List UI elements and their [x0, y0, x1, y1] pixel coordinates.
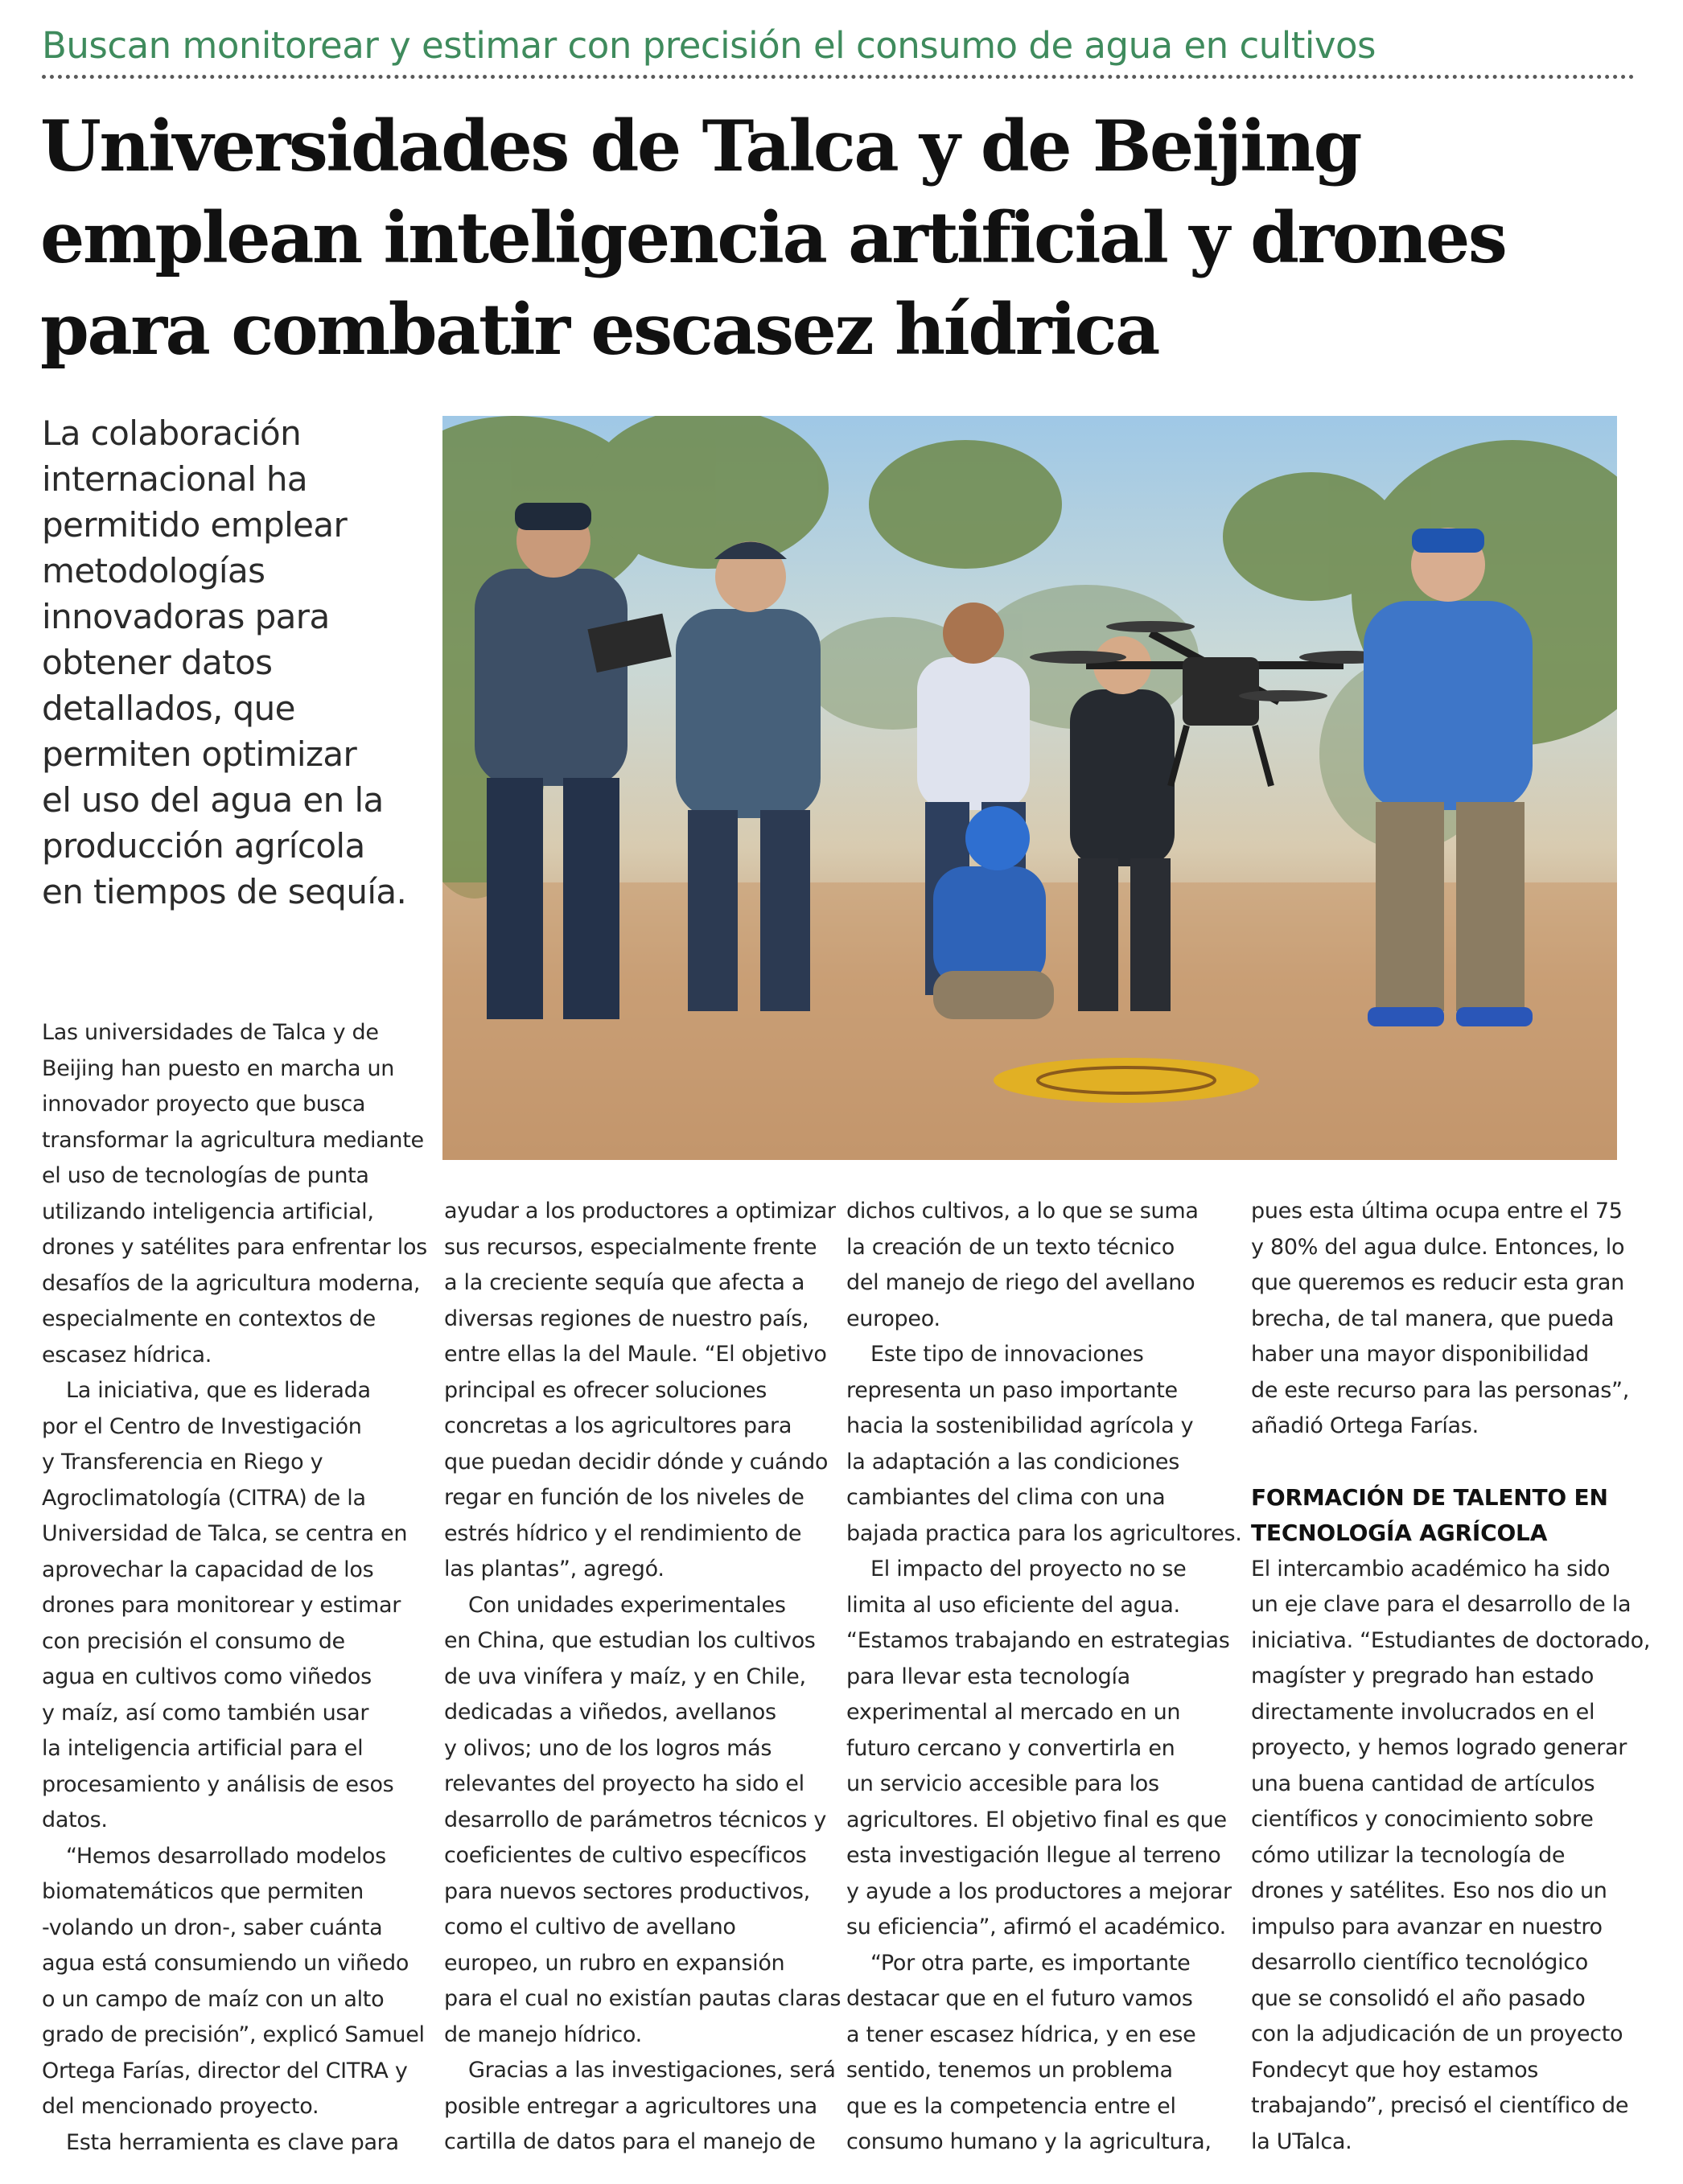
- text-line: entre ellas la del Maule. “El objetivo: [444, 1342, 827, 1367]
- text-line: procesamiento y análisis de esos: [42, 1771, 394, 1797]
- text-line: especialmente en contextos de: [42, 1306, 376, 1331]
- text-line: la inteligencia artificial para el: [42, 1736, 364, 1761]
- lead-summary: [42, 410, 420, 915]
- text-line: y 80% del agua dulce. Entonces, lo: [1251, 1234, 1625, 1260]
- text-line: Con unidades experimentales: [468, 1592, 786, 1618]
- lead-line: permitido emplear: [42, 505, 348, 545]
- headline-line: para combatir escasez hídrica: [40, 288, 1158, 371]
- text-line: la UTalca.: [1251, 2128, 1352, 2154]
- text-line: Universidad de Talca, se centra en: [42, 1521, 408, 1546]
- text-line: el uso de tecnologías de punta: [42, 1163, 369, 1188]
- text-line: escasez hídrica.: [42, 1342, 212, 1368]
- text-line: que puedan decidir dónde y cuándo: [444, 1449, 829, 1475]
- text-line: desafíos de la agricultura moderna,: [42, 1270, 421, 1296]
- text-line: esta investigación llegue al terreno: [846, 1843, 1221, 1868]
- lead-line: el uso del agua en la: [42, 780, 384, 820]
- text-line: magíster y pregrado han estado: [1251, 1664, 1595, 1688]
- headline: [40, 101, 1641, 376]
- text-line: agua está consumiendo un viñedo: [42, 1951, 409, 1976]
- lead-line: La colaboración: [42, 413, 302, 453]
- text-line: biomatemáticos que permiten: [42, 1879, 364, 1904]
- text-line: Ortega Farías, director del CITRA y: [42, 2058, 408, 2083]
- text-line: para nuevos sectores productivos,: [444, 1878, 810, 1904]
- lead-line: obtener datos: [42, 643, 273, 682]
- text-line: concretas a los agricultores para: [444, 1413, 792, 1438]
- text-line: con la adjudicación de un proyecto: [1251, 2022, 1623, 2046]
- text-line: futuro cercano y convertirla en: [846, 1735, 1175, 1761]
- text-line: la creación de un texto técnico: [846, 1234, 1175, 1260]
- text-line: hacia la sostenibilidad agrícola y: [846, 1413, 1194, 1438]
- text-line: experimental al mercado en un: [846, 1700, 1181, 1725]
- text-line: drones para monitorear y estimar: [42, 1593, 401, 1618]
- text-line: del mencionado proyecto.: [42, 2094, 319, 2119]
- text-line: con precisión el consumo de: [42, 1628, 345, 1654]
- text-line: de este recurso para las personas”,: [1251, 1377, 1629, 1403]
- text-line: Gracias a las investigaciones, será: [468, 2058, 836, 2083]
- text-line: para el cual no existían pautas claras: [444, 1986, 842, 2011]
- text-line: innovador proyecto que busca: [42, 1092, 366, 1117]
- text-line: Fondecyt que hoy estamos: [1251, 2057, 1539, 2083]
- text-line: una buena cantidad de artículos: [1251, 1771, 1595, 1796]
- body-column-4: [1251, 1194, 1651, 2160]
- text-line: “Hemos desarrollado modelos: [66, 1843, 386, 1869]
- text-line: dichos cultivos, a lo que se suma: [846, 1199, 1199, 1224]
- text-line: cambiantes del clima con una: [846, 1485, 1166, 1510]
- text-line: principal es ofrecer soluciones: [444, 1377, 767, 1403]
- text-line: científicos y conocimiento sobre: [1251, 1807, 1594, 1832]
- text-line: datos.: [42, 1808, 108, 1832]
- text-line: desarrollo científico tecnológico: [1251, 1950, 1589, 1975]
- text-line: que queremos es reducir esta gran: [1251, 1270, 1624, 1295]
- text-line: “Estamos trabajando en estrategias: [846, 1628, 1230, 1653]
- text-line: agua en cultivos como viñedos: [42, 1664, 372, 1689]
- headline-line: Universidades de Talca y de Beijing: [40, 105, 1360, 187]
- text-line: de manejo hídrico.: [444, 2022, 642, 2047]
- dotted-divider: [42, 75, 1635, 79]
- text-line: trabajando”, precisó el científico de: [1251, 2093, 1629, 2118]
- text-line: estrés hídrico y el rendimiento de: [444, 1520, 802, 1546]
- text-line: las plantas”, agregó.: [444, 1557, 665, 1581]
- text-line: relevantes del proyecto ha sido el: [444, 1771, 804, 1796]
- text-line: drones y satélites. Eso nos dio un: [1251, 1878, 1607, 1903]
- text-line: que se consolidó el año pasado: [1251, 1985, 1586, 2011]
- text-line: pues esta última ocupa entre el 75: [1251, 1199, 1623, 1224]
- text-line: la adaptación a las condiciones: [846, 1449, 1179, 1475]
- text-line: ayudar a los productores a optimizar: [444, 1199, 836, 1224]
- text-line: Las universidades de Talca y de: [42, 1020, 379, 1045]
- text-line: brecha, de tal manera, que pueda: [1251, 1306, 1615, 1331]
- text-line: y maíz, así como también usar: [42, 1700, 369, 1725]
- text-line: diversas regiones de nuestro país,: [444, 1306, 809, 1331]
- text-line: y olivos; uno de los logros más: [444, 1735, 772, 1761]
- text-line: haber una mayor disponibilidad: [1251, 1342, 1589, 1367]
- text-line: sentido, tenemos un problema: [846, 2058, 1173, 2083]
- text-line: coeficientes de cultivo específicos: [444, 1843, 807, 1868]
- text-line: europeo, un rubro en expansión: [444, 1950, 785, 1976]
- text-line: para llevar esta tecnología: [846, 1664, 1130, 1689]
- section-subhead: TECNOLOGÍA AGRÍCOLA: [1251, 1520, 1548, 1546]
- text-line: añadió Ortega Farías.: [1251, 1413, 1479, 1438]
- kicker: Buscan monitorear y estimar con precisión el consumo de agua en cultivos: [42, 24, 1376, 67]
- text-line: proyecto, y hemos logrado generar: [1251, 1735, 1627, 1760]
- text-line: que es la competencia entre el: [846, 2093, 1176, 2119]
- text-line: representa un paso importante: [846, 1377, 1178, 1403]
- text-line: de uva vinífera y maíz, y en Chile,: [444, 1664, 806, 1689]
- lead-line: metodologías: [42, 551, 265, 590]
- lead-line: permiten optimizar: [42, 734, 357, 774]
- body-column-3: [846, 1194, 1242, 2161]
- text-line: agricultores. El objetivo final es que: [846, 1807, 1227, 1832]
- text-line: su eficiencia”, afirmó el académico.: [846, 1915, 1226, 1939]
- text-line: regar en función de los niveles de: [444, 1485, 804, 1510]
- text-line: El intercambio académico ha sido: [1251, 1556, 1611, 1581]
- text-line: un servicio accesible para los: [846, 1771, 1159, 1796]
- text-line: destacar que en el futuro vamos: [846, 1986, 1193, 2011]
- text-line: Agroclimatología (CITRA) de la: [42, 1485, 366, 1511]
- lead-line: en tiempos de sequía.: [42, 872, 407, 911]
- text-line: en China, que estudian los cultivos: [444, 1628, 816, 1653]
- text-line: La iniciativa, que es liderada: [66, 1378, 371, 1403]
- body-column-2: [444, 1194, 842, 2161]
- text-line: desarrollo de parámetros técnicos y: [444, 1807, 827, 1832]
- text-line: un eje clave para el desarrollo de la: [1251, 1592, 1632, 1617]
- text-line: sus recursos, especialmente frente: [444, 1234, 817, 1260]
- text-line: iniciativa. “Estudiantes de doctorado,: [1251, 1627, 1651, 1653]
- text-line: impulso para avanzar en nuestro: [1251, 1914, 1603, 1939]
- text-line: cartilla de datos para el manejo de: [444, 2129, 816, 2154]
- text-line: europeo.: [846, 1306, 940, 1331]
- text-line: grado de precisión”, explicó Samuel: [42, 2022, 425, 2047]
- text-line: por el Centro de Investigación: [42, 1413, 362, 1439]
- article-photo: [442, 416, 1617, 1160]
- text-line: y Transferencia en Riego y: [42, 1450, 323, 1475]
- lead-line: producción agrícola: [42, 826, 365, 866]
- text-line: consumo humano y la agricultura,: [846, 2129, 1212, 2154]
- lead-line: internacional ha: [42, 459, 308, 499]
- text-line: Esta herramienta es clave para: [66, 2129, 399, 2155]
- text-line: cómo utilizar la tecnología de: [1251, 1842, 1566, 1868]
- text-line: a tener escasez hídrica, y en ese: [846, 2022, 1196, 2047]
- lead-line: detallados, que: [42, 689, 295, 728]
- text-line: transformar la agricultura mediante: [42, 1127, 424, 1153]
- text-line: aprovechar la capacidad de los: [42, 1557, 374, 1582]
- text-line: a la creciente sequía que afecta a: [444, 1270, 805, 1295]
- text-line: Este tipo de innovaciones: [870, 1342, 1144, 1367]
- text-line: o un campo de maíz con un alto: [42, 1986, 385, 2012]
- text-line: posible entregar a agricultores una: [444, 2093, 817, 2119]
- text-line: “Por otra parte, es importante: [870, 1950, 1191, 1976]
- drone-field-illustration: [442, 416, 1617, 1160]
- text-line: bajada practica para los agricultores.: [846, 1520, 1242, 1546]
- text-line: del manejo de riego del avellano: [846, 1270, 1195, 1295]
- text-line: y ayude a los productores a mejorar: [846, 1878, 1232, 1904]
- section-subhead: FORMACIÓN DE TALENTO EN: [1251, 1483, 1608, 1511]
- text-line: -volando un dron-, saber cuánta: [42, 1915, 383, 1940]
- text-line: limita al uso eficiente del agua.: [846, 1592, 1180, 1618]
- text-line: drones y satélites para enfrentar los: [42, 1235, 427, 1260]
- headline-line: emplean inteligencia artificial y drones: [40, 196, 1506, 279]
- text-line: dedicadas a viñedos, avellanos: [444, 1700, 776, 1725]
- text-line: El impacto del proyecto no se: [870, 1557, 1187, 1581]
- text-line: como el cultivo de avellano: [444, 1915, 736, 1939]
- body-column-1: [42, 1015, 427, 2161]
- text-line: directamente involucrados en el: [1251, 1699, 1595, 1725]
- lead-line: innovadoras para: [42, 597, 330, 636]
- text-line: utilizando inteligencia artificial,: [42, 1199, 374, 1224]
- text-line: Beijing han puesto en marcha un: [42, 1055, 395, 1081]
